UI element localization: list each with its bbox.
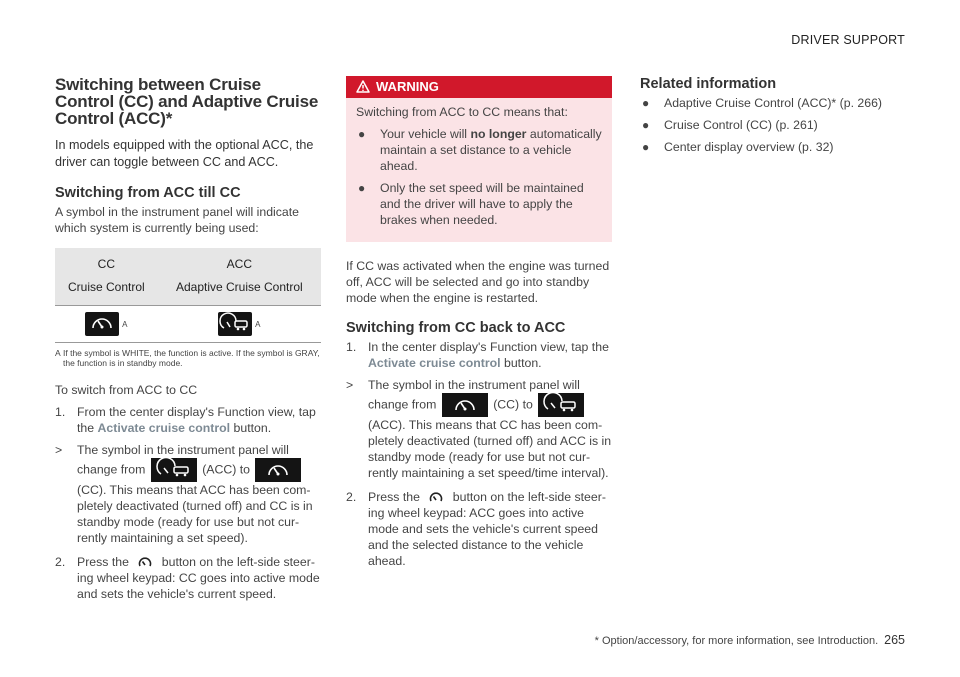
step-post: button.	[500, 356, 542, 370]
warning-title: WARNING	[376, 79, 439, 94]
bullet-dot: ●	[642, 140, 650, 154]
step-post: button on the left-side steer-ing wheel keypad: CC goes into active mode and sets the vehicle's current speed.	[77, 555, 320, 601]
section-label: DRIVER SUPPORT	[791, 33, 905, 47]
right-column	[640, 76, 906, 155]
step-number: >	[55, 443, 63, 457]
related-link-item[interactable]	[640, 95, 906, 111]
table-footnote	[55, 348, 321, 368]
intro-paragraph: In models equipped with the optional ACC, the driver can toggle between CC and ACC.	[55, 138, 314, 169]
bullet-post: automatically maintain a set distance to a vehicle ahead.	[380, 127, 602, 173]
cc-header-label: CC	[97, 257, 115, 271]
speedometer-icon	[255, 458, 301, 482]
acc-to-cc-heading: Switching from ACC till CC	[55, 185, 241, 201]
warning-triangle-icon	[356, 80, 370, 93]
warning-bullet	[356, 180, 602, 228]
acc-header-label: ACC	[226, 257, 252, 271]
middle-column	[346, 76, 612, 569]
step-text	[368, 489, 612, 569]
bullet-pre: Your vehicle will	[380, 127, 471, 141]
warning-intro: Switching from ACC to CC means that:	[356, 105, 568, 119]
speedometer-icon	[442, 393, 488, 417]
table-cell-acc-symbol	[158, 306, 321, 343]
page-number: 265	[884, 633, 905, 647]
footnote-mark: A	[255, 319, 261, 329]
step-pre: From the center display's Function view, tap the	[77, 405, 316, 435]
activate-cruise-control-link[interactable]: Activate cruise control	[368, 356, 501, 370]
step-post: button.	[230, 421, 272, 435]
footnote-text: If the symbol is WHITE, the function is active. If the symbol is GRAY, the function is in standby mode.	[63, 348, 320, 368]
cc-header-sub: Cruise Control	[67, 280, 145, 294]
cruise-control-button-icon	[138, 556, 152, 570]
step-number: 2.	[346, 490, 357, 504]
page-title: Switching between Cruise Control (CC) and Adaptive Cruise Control (ACC)*	[55, 75, 319, 128]
step-number: 2.	[55, 555, 66, 569]
step-mid: (CC) to	[489, 397, 537, 412]
footer-note: * Option/accessory, for more information, see Introduction.	[594, 635, 879, 647]
switch-intro: To switch from ACC to CC	[55, 383, 198, 397]
related-link-item[interactable]	[640, 139, 906, 155]
step-pre: The symbol in the instrument panel will change from	[77, 443, 289, 477]
bullet-text	[380, 126, 602, 174]
warning-bullet	[356, 126, 602, 174]
table-header-cc	[55, 248, 158, 306]
footnote-mark: A	[122, 319, 128, 329]
bullet-dot: ●	[642, 118, 650, 132]
step-post: button on the left-side steer-ing wheel keypad: ACC goes into active mode and sets the vehicle's current speed and the selected distance to the vehicle ahead.	[368, 490, 606, 568]
step-pre: Press the	[368, 490, 424, 504]
related-link[interactable]: Adaptive Cruise Control (ACC)* (p. 266)	[664, 96, 883, 110]
step-item	[346, 377, 612, 481]
activate-cruise-control-link[interactable]: Activate cruise control	[97, 421, 231, 435]
step-post: (CC). This means that ACC has been com-pletely deactivated (turned off) and CC is in standby mode (ready for use but not cur-rently maintaining a set speed).	[77, 483, 313, 545]
acc-header-sub: Adaptive Cruise Control	[175, 280, 303, 294]
table-cell-cc-symbol	[55, 306, 158, 343]
related-link-item[interactable]	[640, 117, 906, 133]
left-column	[55, 76, 321, 602]
warning-body	[346, 98, 612, 228]
step-pre: Press the	[77, 555, 133, 569]
cc-to-acc-heading: Switching from CC back to ACC	[346, 320, 566, 336]
step-item	[55, 442, 321, 546]
speedometer-icon	[85, 312, 119, 336]
step-pre: The symbol in the instrument panel will change from	[368, 378, 580, 412]
step-item	[55, 404, 321, 436]
acc-to-cc-text: A symbol in the instrument panel will indicate which system is currently being used:	[55, 205, 300, 235]
car-distance-icon	[218, 312, 252, 336]
acc-to-cc-steps	[55, 404, 321, 602]
page-footer	[595, 633, 905, 647]
table-header-acc	[158, 248, 321, 306]
step-item	[346, 339, 612, 371]
step-mid: (ACC) to	[198, 462, 254, 477]
step-item	[346, 489, 612, 569]
step-text	[77, 404, 321, 436]
step-item	[55, 554, 321, 602]
step-number: 1.	[346, 340, 357, 354]
cc-to-acc-steps	[346, 339, 612, 569]
warning-header	[346, 76, 612, 98]
step-post: (ACC). This means that CC has been com-pletely deactivated (turned off) and ACC is in standby mode (ready for use but not cur-rently maintaining a set speed/time interval).	[368, 418, 612, 480]
related-link[interactable]: Cruise Control (CC) (p. 261)	[664, 118, 818, 132]
bullet-dot: ●	[358, 127, 366, 141]
bullet-text: Only the set speed will be maintained and the driver will have to apply the brakes when needed.	[380, 181, 584, 227]
step-text	[368, 339, 612, 371]
symbol-table	[55, 248, 321, 343]
bullet-dot: ●	[358, 181, 366, 195]
after-warning-text: If CC was activated when the engine was turned off, ACC will be selected and go into standby mode when the engine is restarted.	[346, 259, 610, 305]
step-text	[77, 442, 321, 546]
cruise-control-button-icon	[429, 491, 443, 505]
step-number: >	[346, 378, 354, 392]
warning-box	[346, 76, 612, 242]
bullet-bold: no longer	[470, 127, 527, 141]
car-distance-icon	[538, 393, 584, 417]
step-text	[368, 377, 612, 481]
step-text	[77, 554, 321, 602]
step-pre: In the center display's Function view, tap the	[368, 340, 609, 354]
footnote-letter: A	[55, 348, 61, 358]
related-info-heading: Related information	[640, 76, 777, 92]
step-number: 1.	[55, 405, 66, 419]
car-distance-icon	[151, 458, 197, 482]
related-link[interactable]: Center display overview (p. 32)	[664, 140, 834, 154]
bullet-dot: ●	[642, 96, 650, 110]
